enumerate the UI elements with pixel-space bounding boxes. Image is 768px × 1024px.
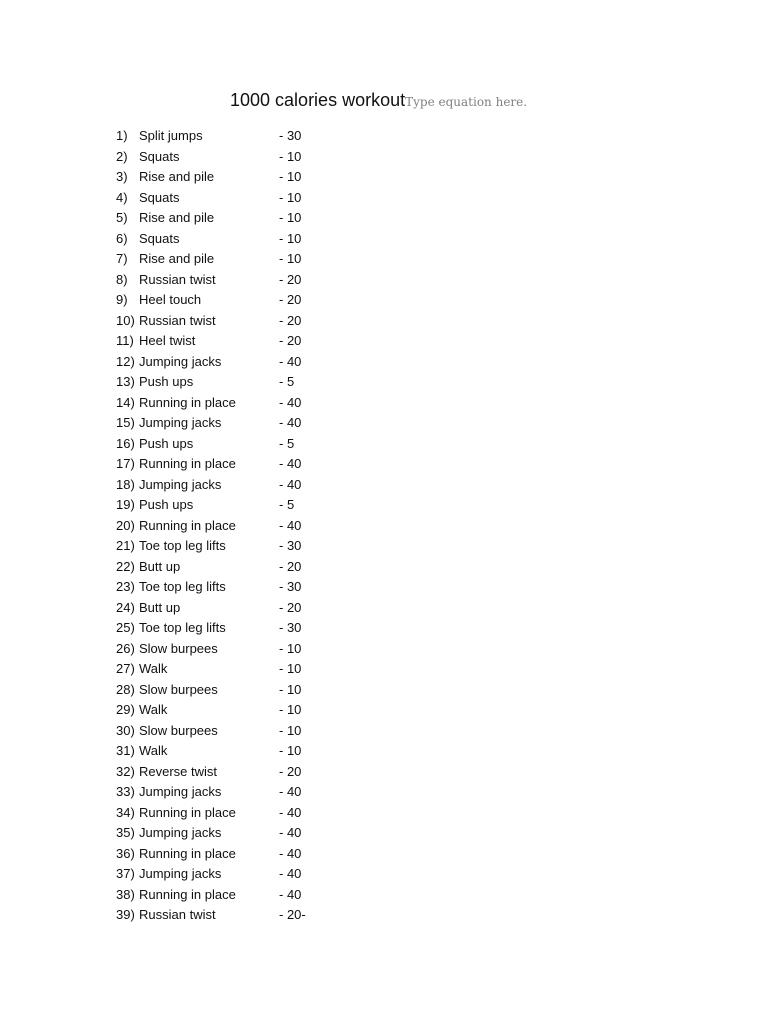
exercise-name: Walk	[139, 702, 168, 717]
list-item	[116, 393, 336, 414]
list-item	[116, 290, 336, 311]
item-number: 32)	[116, 763, 135, 779]
item-number: 21)	[116, 538, 135, 553]
rep-count: - 40	[279, 845, 302, 861]
exercise-name: Rise and pile	[139, 169, 215, 184]
rep-count: - 40	[279, 866, 302, 881]
rep-count: - 10	[279, 148, 302, 164]
list-item	[116, 577, 336, 598]
exercise-name: Running in place	[139, 456, 236, 471]
rep-count: - 40	[279, 825, 302, 840]
list-item	[116, 905, 336, 926]
list-item	[116, 618, 336, 639]
list-item	[116, 680, 336, 701]
list-item	[116, 495, 336, 516]
list-item	[116, 864, 336, 885]
rep-count: - 40	[279, 804, 302, 820]
rep-count: - 40	[279, 394, 302, 410]
item-number: 37)	[116, 866, 135, 881]
list-item	[116, 434, 336, 455]
list-item	[116, 516, 336, 537]
rep-count: - 20	[279, 558, 302, 574]
item-number: 22)	[116, 558, 135, 574]
item-number: 8)	[116, 271, 128, 287]
exercise-name: Running in place	[139, 394, 236, 410]
item-number: 10)	[116, 312, 135, 328]
exercise-name: Jumping jacks	[139, 866, 222, 881]
item-number: 14)	[116, 394, 135, 410]
rep-count: - 40	[279, 517, 302, 533]
exercise-name: Walk	[139, 661, 168, 676]
exercise-name: Reverse twist	[139, 763, 218, 779]
list-item	[116, 700, 336, 721]
item-number: 9)	[116, 292, 128, 307]
item-number: 16)	[116, 435, 135, 451]
rep-count: - 10	[279, 681, 302, 697]
exercise-name: Slow burpees	[139, 640, 218, 656]
item-number: 26)	[116, 640, 135, 656]
item-number: 15)	[116, 415, 135, 430]
exercise-name: Slow burpees	[139, 722, 218, 738]
rep-count: - 10	[279, 251, 302, 266]
list-item	[116, 762, 336, 783]
exercise-name: Russian twist	[139, 271, 216, 287]
list-item	[116, 475, 336, 496]
exercise-name: Toe top leg lifts	[139, 538, 226, 553]
item-number: 18)	[116, 476, 135, 492]
item-number: 12)	[116, 353, 135, 369]
list-item	[116, 352, 336, 373]
list-item	[116, 557, 336, 578]
item-number: 31)	[116, 743, 135, 758]
exercise-name: Running in place	[139, 886, 236, 902]
rep-count: - 30	[279, 128, 302, 143]
rep-count: - 40	[279, 353, 302, 369]
list-item	[116, 208, 336, 229]
item-number: 20)	[116, 517, 135, 533]
rep-count: - 5	[279, 497, 295, 512]
list-item	[116, 782, 336, 803]
item-number: 33)	[116, 784, 135, 799]
list-item	[116, 167, 336, 188]
rep-count: - 10	[279, 702, 302, 717]
exercise-name: Slow burpees	[139, 681, 218, 697]
exercise-name: Running in place	[139, 804, 236, 820]
exercise-name: Heel touch	[139, 292, 202, 307]
exercise-name: Jumping jacks	[139, 825, 222, 840]
list-item	[116, 885, 336, 906]
exercise-name: Jumping jacks	[139, 353, 222, 369]
item-number: 6)	[116, 230, 128, 246]
exercise-name: Jumping jacks	[139, 415, 222, 430]
exercise-name: Split jumps	[139, 128, 203, 143]
rep-count: - 5	[279, 435, 295, 451]
exercise-name: Butt up	[139, 599, 181, 615]
rep-count: - 10	[279, 722, 302, 738]
item-number: 36)	[116, 845, 135, 861]
item-number: 38)	[116, 886, 135, 902]
list-item	[116, 639, 336, 660]
rep-count: - 20	[279, 763, 302, 779]
list-item	[116, 413, 336, 434]
exercise-name: Walk	[139, 743, 168, 758]
exercise-name: Squats	[139, 230, 180, 246]
list-item	[116, 188, 336, 209]
item-number: 34)	[116, 804, 135, 820]
exercise-name: Toe top leg lifts	[139, 620, 226, 635]
list-item	[116, 454, 336, 475]
title-line	[230, 88, 527, 114]
exercise-name: Push ups	[139, 497, 194, 512]
list-item	[116, 803, 336, 824]
list-item	[116, 331, 336, 352]
exercise-name: Squats	[139, 148, 180, 164]
equation-placeholder[interactable]: Type equation here.	[405, 95, 528, 109]
rep-count: - 30	[279, 579, 302, 594]
rep-count: - 40	[279, 456, 302, 471]
item-number: 1)	[116, 128, 128, 143]
rep-count: - 30	[279, 620, 302, 635]
exercise-name: Jumping jacks	[139, 784, 222, 799]
list-item	[116, 844, 336, 865]
list-item	[116, 147, 336, 168]
rep-count: - 20	[279, 333, 302, 348]
item-number: 35)	[116, 825, 135, 840]
list-item	[116, 598, 336, 619]
exercise-name: Toe top leg lifts	[139, 579, 226, 594]
exercise-name: Jumping jacks	[139, 476, 222, 492]
list-item	[116, 659, 336, 680]
item-number: 27)	[116, 661, 135, 676]
rep-count: - 10	[279, 230, 302, 246]
rep-count: - 40	[279, 784, 302, 799]
exercise-name: Rise and pile	[139, 210, 215, 225]
exercise-name: Squats	[139, 189, 180, 205]
item-number: 11)	[116, 333, 134, 348]
exercise-name: Running in place	[139, 517, 236, 533]
item-number: 2)	[116, 148, 128, 164]
rep-count: - 5	[279, 374, 295, 389]
list-item	[116, 229, 336, 250]
item-number: 30)	[116, 722, 135, 738]
list-item	[116, 311, 336, 332]
list-item	[116, 536, 336, 557]
item-number: 7)	[116, 251, 128, 266]
item-number: 39)	[116, 907, 135, 922]
item-number: 5)	[116, 210, 128, 225]
list-item	[116, 721, 336, 742]
list-item	[116, 372, 336, 393]
document-title[interactable]: 1000 calories workout	[230, 90, 406, 110]
item-number: 28)	[116, 681, 135, 697]
item-number: 23)	[116, 579, 135, 594]
item-number: 24)	[116, 599, 135, 615]
exercise-name: Running in place	[139, 845, 236, 861]
item-number: 29)	[116, 702, 135, 717]
rep-count: - 40	[279, 476, 302, 492]
list-item	[116, 741, 336, 762]
list-item	[116, 270, 336, 291]
item-number: 19)	[116, 497, 135, 512]
exercise-list	[116, 126, 336, 926]
rep-count: - 20	[279, 292, 302, 307]
rep-count: - 20	[279, 271, 302, 287]
exercise-name: Push ups	[139, 435, 194, 451]
item-number: 13)	[116, 374, 135, 389]
item-number: 25)	[116, 620, 135, 635]
rep-count: - 20-	[279, 907, 306, 922]
exercise-name: Heel twist	[139, 333, 196, 348]
rep-count: - 10	[279, 743, 302, 758]
rep-count: - 40	[279, 415, 302, 430]
rep-count: - 20	[279, 312, 302, 328]
item-number: 17)	[116, 456, 135, 471]
rep-count: - 10	[279, 661, 302, 676]
rep-count: - 10	[279, 189, 302, 205]
rep-count: - 40	[279, 886, 302, 902]
item-number: 4)	[116, 189, 128, 205]
exercise-name: Butt up	[139, 558, 181, 574]
exercise-name: Russian twist	[139, 312, 216, 328]
exercise-name: Russian twist	[139, 907, 216, 922]
list-item	[116, 126, 336, 147]
exercise-name: Rise and pile	[139, 251, 215, 266]
rep-count: - 20	[279, 599, 302, 615]
list-item	[116, 823, 336, 844]
rep-count: - 10	[279, 640, 302, 656]
list-item	[116, 249, 336, 270]
rep-count: - 10	[279, 210, 302, 225]
exercise-name: Push ups	[139, 374, 194, 389]
rep-count: - 30	[279, 538, 302, 553]
item-number: 3)	[116, 169, 128, 184]
rep-count: - 10	[279, 169, 302, 184]
